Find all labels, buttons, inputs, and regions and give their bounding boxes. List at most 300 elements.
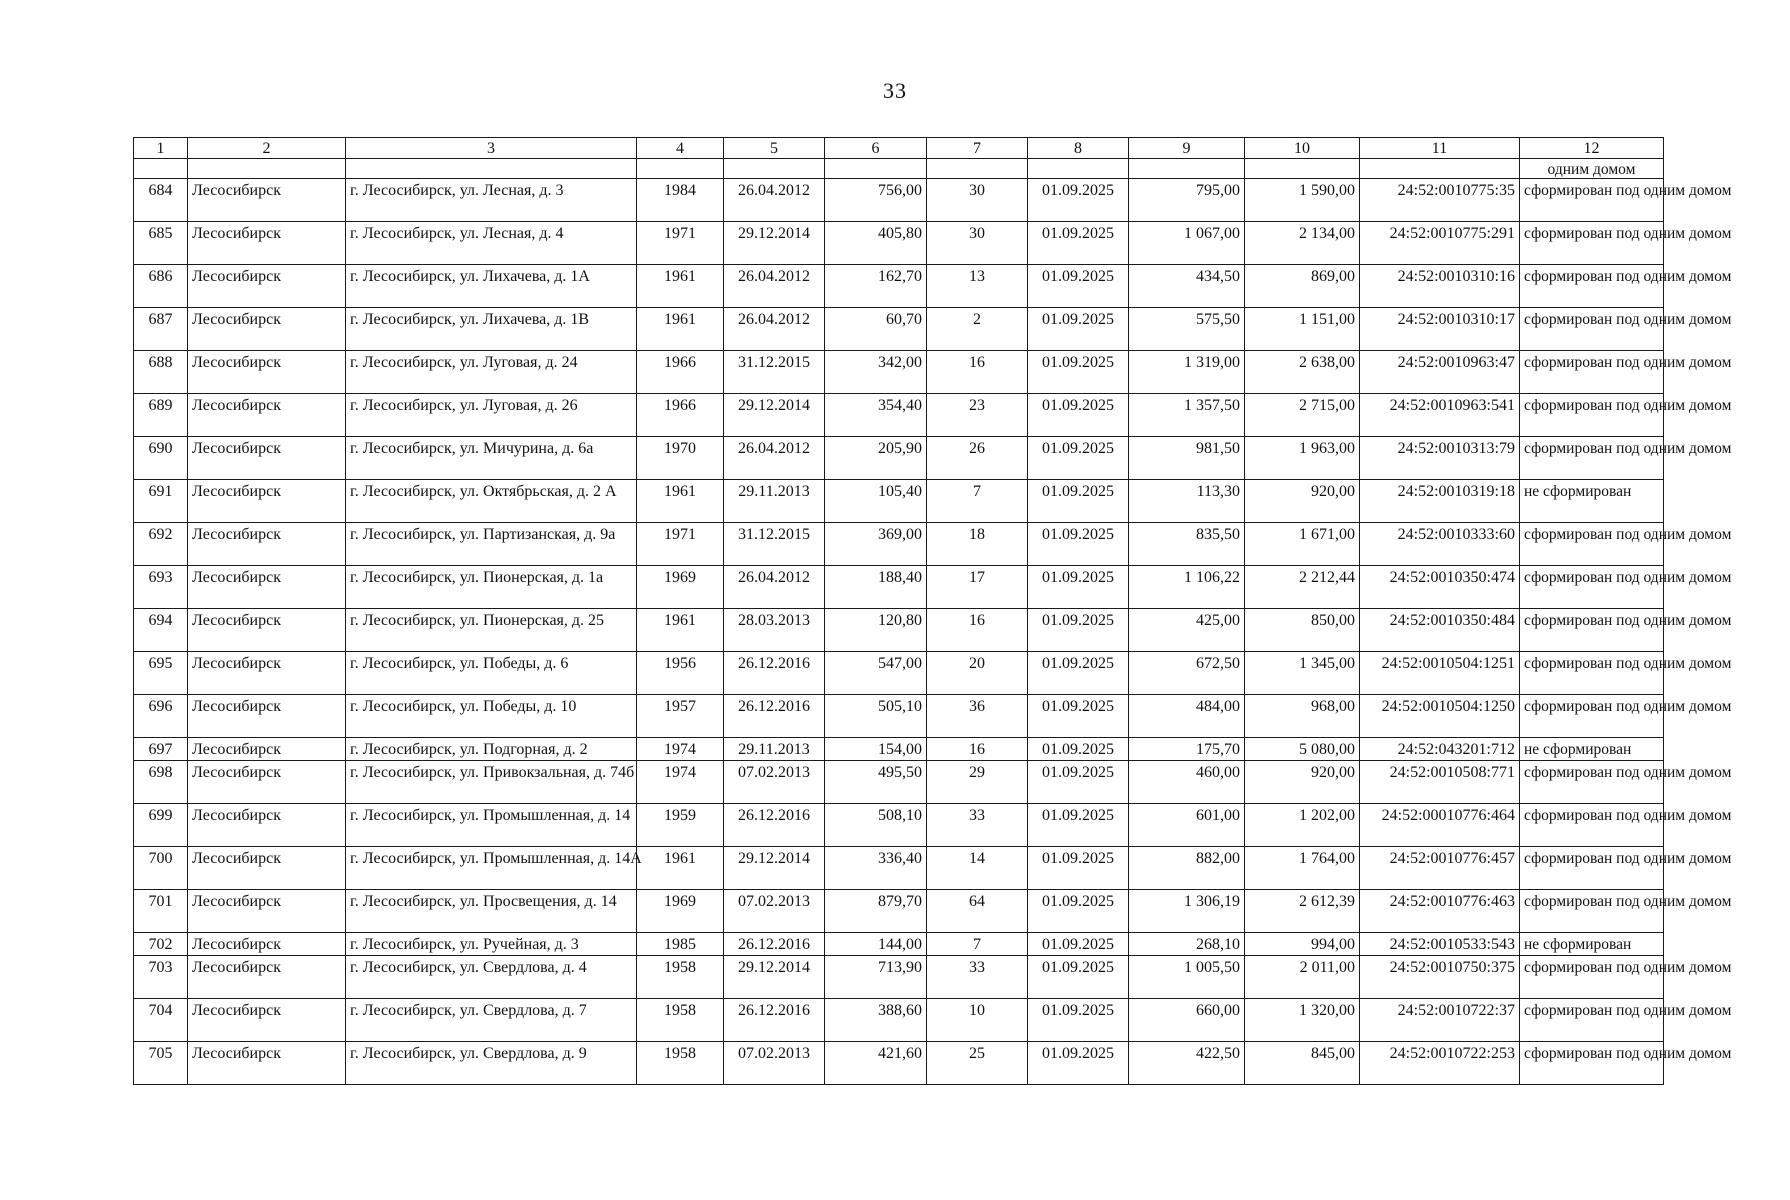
status-cell: сформирован под одним домом	[1520, 222, 1664, 265]
address-cell: г. Лесосибирск, ул. Ручейная, д. 3	[346, 933, 637, 956]
column-header: 6	[825, 138, 927, 159]
value10-cell: 1 151,00	[1245, 308, 1360, 351]
status-cell: сформирован под одним домом	[1520, 890, 1664, 933]
date-cell: 26.04.2012	[724, 265, 825, 308]
table-row	[134, 804, 1664, 847]
table-row	[134, 179, 1664, 222]
city-cell: Лесосибирск	[188, 480, 346, 523]
table-row	[134, 999, 1664, 1042]
address-cell: г. Лесосибирск, ул. Лесная, д. 3	[346, 179, 637, 222]
address-cell: г. Лесосибирск, ул. Луговая, д. 24	[346, 351, 637, 394]
address-cell: г. Лесосибирск, ул. Свердлова, д. 7	[346, 999, 637, 1042]
status-cell: не сформирован	[1520, 480, 1664, 523]
address-cell: г. Лесосибирск, ул. Лесная, д. 4	[346, 222, 637, 265]
area-cell: 342,00	[825, 351, 927, 394]
count-cell: 23	[927, 394, 1028, 437]
column-header: 10	[1245, 138, 1360, 159]
year-cell: 1971	[637, 523, 724, 566]
area-cell: 369,00	[825, 523, 927, 566]
value10-cell: 850,00	[1245, 609, 1360, 652]
column-header: 5	[724, 138, 825, 159]
date-cell: 29.12.2014	[724, 847, 825, 890]
count-cell: 7	[927, 480, 1028, 523]
value10-cell: 968,00	[1245, 695, 1360, 738]
row-number-cell: 698	[134, 761, 188, 804]
table-row	[134, 351, 1664, 394]
status-cell: сформирован под одним домом	[1520, 351, 1664, 394]
area-cell: 60,70	[825, 308, 927, 351]
count-cell: 7	[927, 933, 1028, 956]
address-cell: г. Лесосибирск, ул. Партизанская, д. 9а	[346, 523, 637, 566]
value10-cell: 994,00	[1245, 933, 1360, 956]
value9-cell: 113,30	[1129, 480, 1245, 523]
date-cell: 29.12.2014	[724, 222, 825, 265]
city-cell: Лесосибирск	[188, 652, 346, 695]
cadastral-number-cell: 24:52:0010533:543	[1360, 933, 1520, 956]
city-cell: Лесосибирск	[188, 394, 346, 437]
count-cell: 20	[927, 652, 1028, 695]
cadastral-number-cell: 24:52:0010776:457	[1360, 847, 1520, 890]
value10-cell: 869,00	[1245, 265, 1360, 308]
status-cell: сформирован под одним домом	[1520, 847, 1664, 890]
row-number-cell: 699	[134, 804, 188, 847]
value9-cell: 422,50	[1129, 1042, 1245, 1085]
city-cell: Лесосибирск	[188, 890, 346, 933]
row-number-cell: 688	[134, 351, 188, 394]
status-cell: сформирован под одним домом	[1520, 308, 1664, 351]
date2-cell: 01.09.2025	[1028, 308, 1129, 351]
date2-cell: 01.09.2025	[1028, 179, 1129, 222]
address-cell: г. Лесосибирск, ул. Победы, д. 6	[346, 652, 637, 695]
date2-cell: 01.09.2025	[1028, 804, 1129, 847]
date2-cell: 01.09.2025	[1028, 351, 1129, 394]
row-number-cell: 696	[134, 695, 188, 738]
city-cell: Лесосибирск	[188, 761, 346, 804]
value9-cell: 601,00	[1129, 804, 1245, 847]
row-number-cell: 695	[134, 652, 188, 695]
year-cell: 1959	[637, 804, 724, 847]
cadastral-number-cell: 24:52:0010350:484	[1360, 609, 1520, 652]
year-cell: 1956	[637, 652, 724, 695]
table-row	[134, 265, 1664, 308]
area-cell: 162,70	[825, 265, 927, 308]
cadastral-number-cell: 24:52:0010963:47	[1360, 351, 1520, 394]
table-row	[134, 222, 1664, 265]
value10-cell: 1 671,00	[1245, 523, 1360, 566]
year-cell: 1969	[637, 566, 724, 609]
year-cell: 1961	[637, 480, 724, 523]
status-cell: сформирован под одним домом	[1520, 523, 1664, 566]
date2-cell: 01.09.2025	[1028, 265, 1129, 308]
cadastral-number-cell: 24:52:0010508:771	[1360, 761, 1520, 804]
column-header: 11	[1360, 138, 1520, 159]
value10-cell: 1 590,00	[1245, 179, 1360, 222]
date2-cell: 01.09.2025	[1028, 933, 1129, 956]
table-row	[134, 933, 1664, 956]
value10-cell: 2 011,00	[1245, 956, 1360, 999]
date-cell: 26.12.2016	[724, 804, 825, 847]
value9-cell: 981,50	[1129, 437, 1245, 480]
value10-cell: 920,00	[1245, 480, 1360, 523]
count-cell: 26	[927, 437, 1028, 480]
value10-cell: 2 212,44	[1245, 566, 1360, 609]
status-cell: не сформирован	[1520, 933, 1664, 956]
table-row	[134, 847, 1664, 890]
cadastral-number-cell: 24:52:0010722:37	[1360, 999, 1520, 1042]
date2-cell: 01.09.2025	[1028, 847, 1129, 890]
area-cell: 756,00	[825, 179, 927, 222]
value10-cell: 2 715,00	[1245, 394, 1360, 437]
status-cell: сформирован под одним домом	[1520, 394, 1664, 437]
year-cell: 1961	[637, 308, 724, 351]
address-cell: г. Лесосибирск, ул. Лихачева, д. 1А	[346, 265, 637, 308]
row-number-cell: 700	[134, 847, 188, 890]
cadastral-number-cell: 24:52:0010504:1250	[1360, 695, 1520, 738]
value9-cell: 882,00	[1129, 847, 1245, 890]
status-cell: сформирован под одним домом	[1520, 437, 1664, 480]
column-header: 12	[1520, 138, 1664, 159]
count-cell: 2	[927, 308, 1028, 351]
column-number-row	[134, 138, 1664, 159]
year-cell: 1966	[637, 394, 724, 437]
row-number-cell: 705	[134, 1042, 188, 1085]
city-cell: Лесосибирск	[188, 609, 346, 652]
status-cell: сформирован под одним домом	[1520, 566, 1664, 609]
count-cell: 33	[927, 804, 1028, 847]
date2-cell: 01.09.2025	[1028, 890, 1129, 933]
cadastral-number-cell: 24:52:0010350:474	[1360, 566, 1520, 609]
area-cell: 144,00	[825, 933, 927, 956]
page-number: 33	[883, 78, 907, 103]
column-header: 8	[1028, 138, 1129, 159]
value9-cell: 795,00	[1129, 179, 1245, 222]
date-cell: 26.12.2016	[724, 933, 825, 956]
address-cell: г. Лесосибирск, ул. Просвещения, д. 14	[346, 890, 637, 933]
cadastral-number-cell: 24:52:00010776:464	[1360, 804, 1520, 847]
cadastral-number-cell: 24:52:0010310:16	[1360, 265, 1520, 308]
value9-cell: 660,00	[1129, 999, 1245, 1042]
table-row	[134, 1042, 1664, 1085]
area-cell: 879,70	[825, 890, 927, 933]
year-cell: 1966	[637, 351, 724, 394]
date2-cell: 01.09.2025	[1028, 523, 1129, 566]
value10-cell: 2 134,00	[1245, 222, 1360, 265]
city-cell: Лесосибирск	[188, 956, 346, 999]
count-cell: 18	[927, 523, 1028, 566]
column-header: 9	[1129, 138, 1245, 159]
date-cell: 31.12.2015	[724, 523, 825, 566]
column-header: 7	[927, 138, 1028, 159]
area-cell: 205,90	[825, 437, 927, 480]
status-cell: сформирован под одним домом	[1520, 956, 1664, 999]
cadastral-number-cell: 24:52:0010319:18	[1360, 480, 1520, 523]
value9-cell: 175,70	[1129, 738, 1245, 761]
date2-cell: 01.09.2025	[1028, 695, 1129, 738]
status-cell: сформирован под одним домом	[1520, 695, 1664, 738]
table-row	[134, 480, 1664, 523]
value9-cell: 268,10	[1129, 933, 1245, 956]
count-cell: 17	[927, 566, 1028, 609]
city-cell: Лесосибирск	[188, 738, 346, 761]
date-cell: 26.04.2012	[724, 566, 825, 609]
value10-cell: 1 345,00	[1245, 652, 1360, 695]
count-cell: 10	[927, 999, 1028, 1042]
area-cell: 336,40	[825, 847, 927, 890]
count-cell: 30	[927, 222, 1028, 265]
date-cell: 07.02.2013	[724, 1042, 825, 1085]
city-cell: Лесосибирск	[188, 1042, 346, 1085]
city-cell: Лесосибирск	[188, 933, 346, 956]
value10-cell: 845,00	[1245, 1042, 1360, 1085]
date2-cell: 01.09.2025	[1028, 956, 1129, 999]
table-row	[134, 308, 1664, 351]
date-cell: 26.12.2016	[724, 999, 825, 1042]
cadastral-number-cell: 24:52:0010504:1251	[1360, 652, 1520, 695]
table-row	[134, 761, 1664, 804]
table-row	[134, 566, 1664, 609]
date2-cell: 01.09.2025	[1028, 652, 1129, 695]
row-number-cell: 687	[134, 308, 188, 351]
count-cell: 64	[927, 890, 1028, 933]
area-cell: 405,80	[825, 222, 927, 265]
row-number-cell: 702	[134, 933, 188, 956]
row-number-cell: 684	[134, 179, 188, 222]
value10-cell: 1 202,00	[1245, 804, 1360, 847]
year-cell: 1958	[637, 999, 724, 1042]
year-cell: 1971	[637, 222, 724, 265]
value9-cell: 1 357,50	[1129, 394, 1245, 437]
city-cell: Лесосибирск	[188, 847, 346, 890]
value9-cell: 460,00	[1129, 761, 1245, 804]
housing-registry-table	[133, 137, 1732, 1085]
row-number-cell: 689	[134, 394, 188, 437]
date-cell: 26.04.2012	[724, 179, 825, 222]
city-cell: Лесосибирск	[188, 523, 346, 566]
table-row	[134, 609, 1664, 652]
cadastral-number-cell: 24:52:0010776:463	[1360, 890, 1520, 933]
value10-cell: 2 638,00	[1245, 351, 1360, 394]
city-cell: Лесосибирск	[188, 222, 346, 265]
column-header: 4	[637, 138, 724, 159]
date-cell: 07.02.2013	[724, 890, 825, 933]
cadastral-number-cell: 24:52:0010963:541	[1360, 394, 1520, 437]
area-cell: 713,90	[825, 956, 927, 999]
city-cell: Лесосибирск	[188, 265, 346, 308]
date-cell: 29.12.2014	[724, 956, 825, 999]
table-row	[134, 738, 1664, 761]
count-cell: 29	[927, 761, 1028, 804]
table-row	[134, 437, 1664, 480]
table-row	[134, 394, 1664, 437]
count-cell: 16	[927, 351, 1028, 394]
value9-cell: 1 306,19	[1129, 890, 1245, 933]
address-cell: г. Лесосибирск, ул. Привокзальная, д. 74б	[346, 761, 637, 804]
value10-cell: 5 080,00	[1245, 738, 1360, 761]
year-cell: 1969	[637, 890, 724, 933]
row-number-cell: 690	[134, 437, 188, 480]
area-cell: 547,00	[825, 652, 927, 695]
count-cell: 36	[927, 695, 1028, 738]
city-cell: Лесосибирск	[188, 695, 346, 738]
count-cell: 16	[927, 609, 1028, 652]
value10-cell: 920,00	[1245, 761, 1360, 804]
status-cell: не сформирован	[1520, 738, 1664, 761]
count-cell: 16	[927, 738, 1028, 761]
status-cell: сформирован под одним домом	[1520, 652, 1664, 695]
area-cell: 505,10	[825, 695, 927, 738]
date-cell: 26.04.2012	[724, 437, 825, 480]
value9-cell: 1 319,00	[1129, 351, 1245, 394]
count-cell: 30	[927, 179, 1028, 222]
column-header: 2	[188, 138, 346, 159]
date-cell: 26.04.2012	[724, 308, 825, 351]
year-cell: 1961	[637, 609, 724, 652]
status-cell: сформирован под одним домом	[1520, 179, 1664, 222]
row-number-cell: 685	[134, 222, 188, 265]
status-cell: сформирован под одним домом	[1520, 999, 1664, 1042]
area-cell: 388,60	[825, 999, 927, 1042]
table-row	[134, 652, 1664, 695]
cadastral-number-cell: 24:52:0010313:79	[1360, 437, 1520, 480]
count-cell: 25	[927, 1042, 1028, 1085]
table-row	[134, 890, 1664, 933]
address-cell: г. Лесосибирск, ул. Промышленная, д. 14А	[346, 847, 637, 890]
address-cell: г. Лесосибирск, ул. Лихачева, д. 1В	[346, 308, 637, 351]
value9-cell: 575,50	[1129, 308, 1245, 351]
year-cell: 1961	[637, 265, 724, 308]
value10-cell: 2 612,39	[1245, 890, 1360, 933]
status-cell: одним домом	[1520, 159, 1664, 179]
table-row	[134, 523, 1664, 566]
city-cell: Лесосибирск	[188, 999, 346, 1042]
date-cell: 07.02.2013	[724, 761, 825, 804]
table-body	[134, 159, 1732, 1085]
date2-cell: 01.09.2025	[1028, 609, 1129, 652]
city-cell: Лесосибирск	[188, 351, 346, 394]
date-cell: 29.11.2013	[724, 480, 825, 523]
date-cell: 29.12.2014	[724, 394, 825, 437]
city-cell: Лесосибирск	[188, 566, 346, 609]
table-row	[134, 695, 1664, 738]
address-cell: г. Лесосибирск, ул. Октябрьская, д. 2 А	[346, 480, 637, 523]
count-cell: 14	[927, 847, 1028, 890]
value9-cell: 835,50	[1129, 523, 1245, 566]
year-cell: 1961	[637, 847, 724, 890]
date-cell: 28.03.2013	[724, 609, 825, 652]
year-cell: 1974	[637, 738, 724, 761]
area-cell: 105,40	[825, 480, 927, 523]
address-cell: г. Лесосибирск, ул. Мичурина, д. 6а	[346, 437, 637, 480]
area-cell: 188,40	[825, 566, 927, 609]
cadastral-number-cell: 24:52:0010775:35	[1360, 179, 1520, 222]
year-cell: 1974	[637, 761, 724, 804]
row-number-cell: 701	[134, 890, 188, 933]
row-number-cell: 694	[134, 609, 188, 652]
city-cell: Лесосибирск	[188, 804, 346, 847]
area-cell: 508,10	[825, 804, 927, 847]
continuation-row	[134, 159, 1664, 179]
address-cell: г. Лесосибирск, ул. Луговая, д. 26	[346, 394, 637, 437]
row-number-cell: 686	[134, 265, 188, 308]
area-cell: 421,60	[825, 1042, 927, 1085]
column-header: 1	[134, 138, 188, 159]
date2-cell: 01.09.2025	[1028, 480, 1129, 523]
value10-cell: 1 320,00	[1245, 999, 1360, 1042]
address-cell: г. Лесосибирск, ул. Победы, д. 10	[346, 695, 637, 738]
row-number-cell: 704	[134, 999, 188, 1042]
date2-cell: 01.09.2025	[1028, 437, 1129, 480]
row-number-cell: 691	[134, 480, 188, 523]
year-cell: 1970	[637, 437, 724, 480]
address-cell: г. Лесосибирск, ул. Пионерская, д. 1а	[346, 566, 637, 609]
address-cell: г. Лесосибирск, ул. Подгорная, д. 2	[346, 738, 637, 761]
count-cell: 13	[927, 265, 1028, 308]
row-number-cell: 697	[134, 738, 188, 761]
cadastral-number-cell: 24:52:0010333:60	[1360, 523, 1520, 566]
address-cell: г. Лесосибирск, ул. Промышленная, д. 14	[346, 804, 637, 847]
date2-cell: 01.09.2025	[1028, 566, 1129, 609]
value9-cell: 434,50	[1129, 265, 1245, 308]
year-cell: 1958	[637, 1042, 724, 1085]
date2-cell: 01.09.2025	[1028, 999, 1129, 1042]
column-header: 3	[346, 138, 637, 159]
year-cell: 1958	[637, 956, 724, 999]
year-cell: 1984	[637, 179, 724, 222]
address-cell: г. Лесосибирск, ул. Свердлова, д. 9	[346, 1042, 637, 1085]
date-cell: 31.12.2015	[724, 351, 825, 394]
date2-cell: 01.09.2025	[1028, 761, 1129, 804]
city-cell: Лесосибирск	[188, 179, 346, 222]
date2-cell: 01.09.2025	[1028, 222, 1129, 265]
value9-cell: 1 005,50	[1129, 956, 1245, 999]
date2-cell: 01.09.2025	[1028, 394, 1129, 437]
area-cell: 495,50	[825, 761, 927, 804]
address-cell: г. Лесосибирск, ул. Свердлова, д. 4	[346, 956, 637, 999]
area-cell: 120,80	[825, 609, 927, 652]
cadastral-number-cell: 24:52:0010310:17	[1360, 308, 1520, 351]
table-row	[134, 956, 1664, 999]
date2-cell: 01.09.2025	[1028, 738, 1129, 761]
value10-cell: 1 963,00	[1245, 437, 1360, 480]
date-cell: 26.12.2016	[724, 652, 825, 695]
value9-cell: 484,00	[1129, 695, 1245, 738]
value10-cell: 1 764,00	[1245, 847, 1360, 890]
status-cell: сформирован под одним домом	[1520, 804, 1664, 847]
value9-cell: 1 106,22	[1129, 566, 1245, 609]
date2-cell: 01.09.2025	[1028, 1042, 1129, 1085]
cadastral-number-cell: 24:52:043201:712	[1360, 738, 1520, 761]
cadastral-number-cell: 24:52:0010750:375	[1360, 956, 1520, 999]
value9-cell: 425,00	[1129, 609, 1245, 652]
value9-cell: 1 067,00	[1129, 222, 1245, 265]
row-number-cell: 703	[134, 956, 188, 999]
count-cell: 33	[927, 956, 1028, 999]
status-cell: сформирован под одним домом	[1520, 761, 1664, 804]
date-cell: 26.12.2016	[724, 695, 825, 738]
city-cell: Лесосибирск	[188, 308, 346, 351]
value9-cell: 672,50	[1129, 652, 1245, 695]
address-cell: г. Лесосибирск, ул. Пионерская, д. 25	[346, 609, 637, 652]
status-cell: сформирован под одним домом	[1520, 609, 1664, 652]
city-cell: Лесосибирск	[188, 437, 346, 480]
year-cell: 1985	[637, 933, 724, 956]
status-cell: сформирован под одним домом	[1520, 265, 1664, 308]
row-number-cell: 693	[134, 566, 188, 609]
year-cell: 1957	[637, 695, 724, 738]
cadastral-number-cell: 24:52:0010775:291	[1360, 222, 1520, 265]
status-cell: сформирован под одним домом	[1520, 1042, 1664, 1085]
cadastral-number-cell: 24:52:0010722:253	[1360, 1042, 1520, 1085]
